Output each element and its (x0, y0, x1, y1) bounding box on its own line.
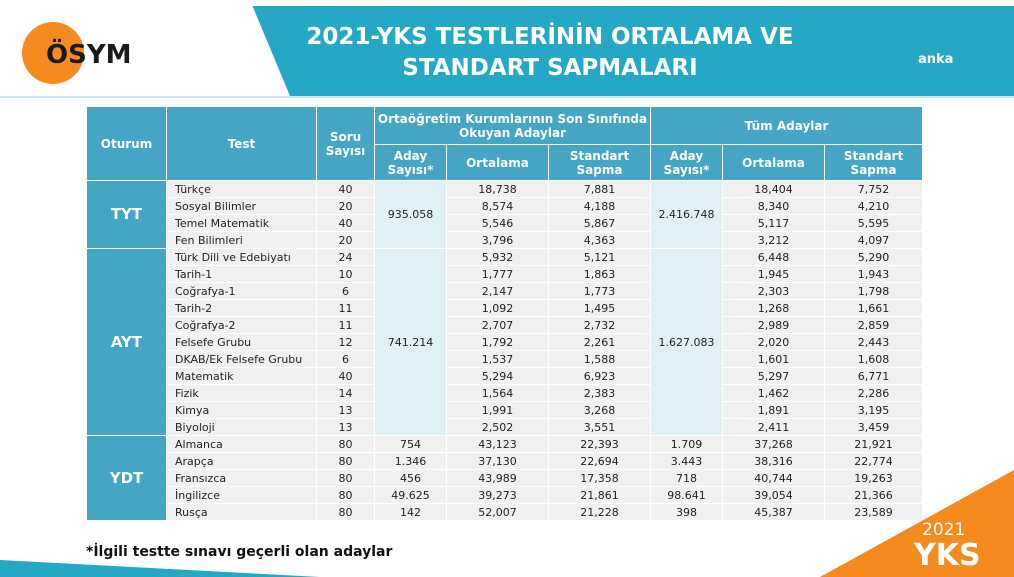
aday-sayisi-tyt-1: 935.058 (375, 181, 447, 249)
sapma-1: 2,261 (549, 334, 651, 351)
aday-sayisi-ayt-1: 741.214 (375, 249, 447, 436)
sapma-2: 2,443 (825, 334, 923, 351)
aday-sayisi-1: 456 (375, 470, 447, 487)
header-aday-sayisi-1: Aday Sayısı* (375, 145, 447, 181)
aday-sayisi-1: 1.346 (375, 453, 447, 470)
ortalama-2: 6,448 (723, 249, 825, 266)
sapma-2: 4,097 (825, 232, 923, 249)
test-name: Rusça (167, 504, 317, 521)
logo-text: ÖSYM (46, 40, 132, 70)
sapma-1: 17,358 (549, 470, 651, 487)
test-name: DKAB/Ek Felsefe Grubu (167, 351, 317, 368)
test-name: Sosyal Bilimler (167, 198, 317, 215)
sapma-1: 21,228 (549, 504, 651, 521)
soru-sayisi: 10 (317, 266, 375, 283)
ortalama-1: 1,537 (447, 351, 549, 368)
aday-sayisi-1: 142 (375, 504, 447, 521)
sapma-1: 22,694 (549, 453, 651, 470)
ortalama-1: 8,574 (447, 198, 549, 215)
test-name: Coğrafya-2 (167, 317, 317, 334)
sapma-2: 2,859 (825, 317, 923, 334)
sapma-2: 1,798 (825, 283, 923, 300)
ortalama-2: 5,297 (723, 368, 825, 385)
aday-sayisi-2: 1.709 (651, 436, 723, 453)
header-oturum: Oturum (87, 107, 167, 181)
header-test: Test (167, 107, 317, 181)
sapma-2: 3,459 (825, 419, 923, 436)
test-name: Biyoloji (167, 419, 317, 436)
sapma-2: 21,366 (825, 487, 923, 504)
session-ydt: YDT (87, 436, 167, 521)
ortalama-2: 1,891 (723, 402, 825, 419)
sapma-2: 22,774 (825, 453, 923, 470)
soru-sayisi: 80 (317, 453, 375, 470)
ortalama-2: 38,316 (723, 453, 825, 470)
aday-sayisi-ayt-2: 1.627.083 (651, 249, 723, 436)
ortalama-2: 39,054 (723, 487, 825, 504)
soru-sayisi: 40 (317, 215, 375, 232)
soru-sayisi: 40 (317, 368, 375, 385)
soru-sayisi: 12 (317, 334, 375, 351)
soru-sayisi: 20 (317, 232, 375, 249)
soru-sayisi: 40 (317, 181, 375, 198)
test-name: Arapça (167, 453, 317, 470)
sapma-1: 1,588 (549, 351, 651, 368)
badge-year: 2021 (922, 520, 966, 540)
ortalama-1: 52,007 (447, 504, 549, 521)
ortalama-1: 5,932 (447, 249, 549, 266)
ortalama-1: 2,707 (447, 317, 549, 334)
test-name: Tarih-1 (167, 266, 317, 283)
header-aday-sayisi-2: Aday Sayısı* (651, 145, 723, 181)
sapma-1: 1,495 (549, 300, 651, 317)
ortalama-2: 45,387 (723, 504, 825, 521)
ortalama-1: 37,130 (447, 453, 549, 470)
badge-label: YKS (914, 538, 981, 573)
soru-sayisi: 6 (317, 351, 375, 368)
soru-sayisi: 24 (317, 249, 375, 266)
header-sapma-1: Standart Sapma (549, 145, 651, 181)
ortalama-2: 18,404 (723, 181, 825, 198)
sapma-2: 1,608 (825, 351, 923, 368)
ortalama-2: 5,117 (723, 215, 825, 232)
test-name: Felsefe Grubu (167, 334, 317, 351)
header-group-son-sinif: Ortaöğretim Kurumlarının Son Sınıfında Okuyan Adaylar (375, 107, 651, 145)
header-sapma-2: Standart Sapma (825, 145, 923, 181)
sapma-1: 7,881 (549, 181, 651, 198)
ortalama-2: 8,340 (723, 198, 825, 215)
header-group-tum-adaylar: Tüm Adaylar (651, 107, 923, 145)
sapma-1: 3,551 (549, 419, 651, 436)
sapma-2: 1,943 (825, 266, 923, 283)
soru-sayisi: 6 (317, 283, 375, 300)
header-soru-sayisi: Soru Sayısı (317, 107, 375, 181)
anka-watermark: anka (918, 52, 954, 67)
title-line-1: 2021-YKS TESTLERİNİN ORTALAMA VE (306, 24, 794, 50)
test-name: Kimya (167, 402, 317, 419)
aday-sayisi-tyt-2: 2.416.748 (651, 181, 723, 249)
sapma-2: 7,752 (825, 181, 923, 198)
ortalama-1: 18,738 (447, 181, 549, 198)
sapma-1: 2,383 (549, 385, 651, 402)
sapma-1: 3,268 (549, 402, 651, 419)
ortalama-2: 2,411 (723, 419, 825, 436)
ortalama-1: 43,989 (447, 470, 549, 487)
ortalama-2: 37,268 (723, 436, 825, 453)
ortalama-1: 5,294 (447, 368, 549, 385)
test-name: Fransızca (167, 470, 317, 487)
ortalama-2: 1,268 (723, 300, 825, 317)
sapma-2: 21,921 (825, 436, 923, 453)
sapma-1: 22,393 (549, 436, 651, 453)
sapma-1: 21,861 (549, 487, 651, 504)
sapma-2: 6,771 (825, 368, 923, 385)
sapma-1: 4,363 (549, 232, 651, 249)
test-name: İngilizce (167, 487, 317, 504)
test-name: Temel Matematik (167, 215, 317, 232)
sapma-1: 6,923 (549, 368, 651, 385)
sapma-1: 5,867 (549, 215, 651, 232)
aday-sayisi-1: 754 (375, 436, 447, 453)
test-name: Türkçe (167, 181, 317, 198)
soru-sayisi: 14 (317, 385, 375, 402)
header-ortalama-1: Ortalama (447, 145, 549, 181)
test-name: Coğrafya-1 (167, 283, 317, 300)
ortalama-1: 1,792 (447, 334, 549, 351)
aday-sayisi-2: 398 (651, 504, 723, 521)
soru-sayisi: 11 (317, 300, 375, 317)
ortalama-2: 1,462 (723, 385, 825, 402)
ortalama-2: 2,020 (723, 334, 825, 351)
sapma-2: 19,263 (825, 470, 923, 487)
aday-sayisi-2: 98.641 (651, 487, 723, 504)
session-ayt: AYT (87, 249, 167, 436)
sapma-2: 2,286 (825, 385, 923, 402)
ortalama-2: 3,212 (723, 232, 825, 249)
ortalama-2: 2,303 (723, 283, 825, 300)
aday-sayisi-1: 49.625 (375, 487, 447, 504)
header-ortalama-2: Ortalama (723, 145, 825, 181)
soru-sayisi: 11 (317, 317, 375, 334)
test-name: Fizik (167, 385, 317, 402)
soru-sayisi: 13 (317, 419, 375, 436)
sapma-2: 5,595 (825, 215, 923, 232)
aday-sayisi-2: 718 (651, 470, 723, 487)
sapma-1: 4,188 (549, 198, 651, 215)
ortalama-1: 1,991 (447, 402, 549, 419)
ortalama-1: 1,092 (447, 300, 549, 317)
ortalama-1: 39,273 (447, 487, 549, 504)
test-name: Türk Dili ve Edebiyatı (167, 249, 317, 266)
sapma-2: 4,210 (825, 198, 923, 215)
ortalama-1: 43,123 (447, 436, 549, 453)
ortalama-2: 40,744 (723, 470, 825, 487)
sapma-1: 1,863 (549, 266, 651, 283)
ortalama-1: 1,564 (447, 385, 549, 402)
ortalama-1: 5,546 (447, 215, 549, 232)
footnote: *İlgili testte sınavı geçerli olan adaylar (86, 544, 393, 560)
soru-sayisi: 20 (317, 198, 375, 215)
soru-sayisi: 80 (317, 487, 375, 504)
ortalama-1: 3,796 (447, 232, 549, 249)
ortalama-1: 1,777 (447, 266, 549, 283)
ortalama-1: 2,502 (447, 419, 549, 436)
test-name: Tarih-2 (167, 300, 317, 317)
title-line-2: STANDART SAPMALARI (402, 55, 698, 81)
test-name: Almanca (167, 436, 317, 453)
test-name: Fen Bilimleri (167, 232, 317, 249)
sapma-1: 1,773 (549, 283, 651, 300)
soru-sayisi: 80 (317, 470, 375, 487)
sapma-2: 23,589 (825, 504, 923, 521)
ortalama-1: 2,147 (447, 283, 549, 300)
sapma-2: 5,290 (825, 249, 923, 266)
test-name: Matematik (167, 368, 317, 385)
aday-sayisi-2: 3.443 (651, 453, 723, 470)
ortalama-2: 2,989 (723, 317, 825, 334)
session-tyt: TYT (87, 181, 167, 249)
sapma-1: 5,121 (549, 249, 651, 266)
ortalama-2: 1,945 (723, 266, 825, 283)
soru-sayisi: 80 (317, 436, 375, 453)
ortalama-2: 1,601 (723, 351, 825, 368)
sapma-2: 1,661 (825, 300, 923, 317)
soru-sayisi: 13 (317, 402, 375, 419)
sapma-1: 2,732 (549, 317, 651, 334)
soru-sayisi: 80 (317, 504, 375, 521)
sapma-2: 3,195 (825, 402, 923, 419)
